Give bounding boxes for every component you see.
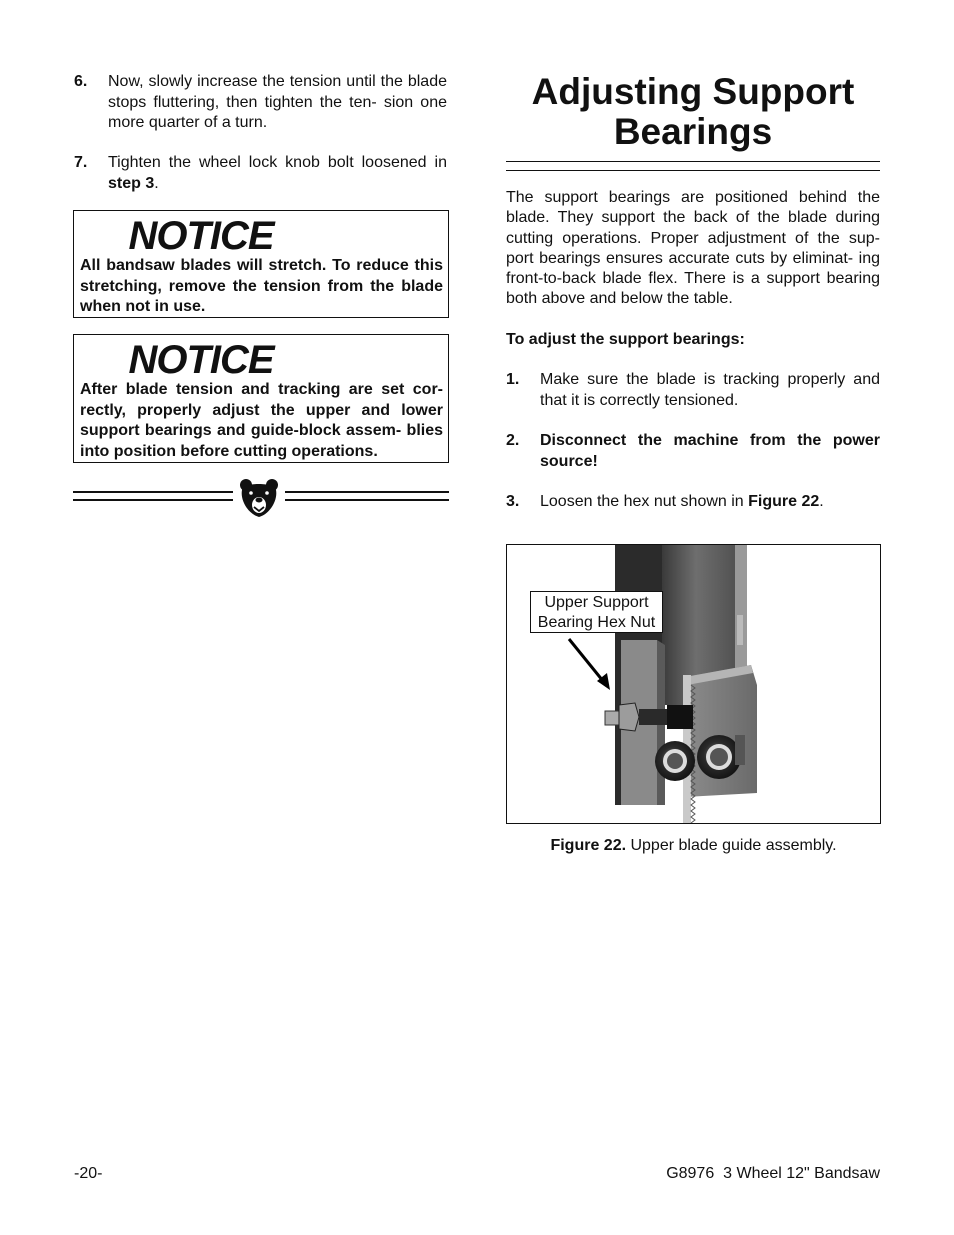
step-number: 2. <box>506 432 520 449</box>
step-number: 6. <box>74 73 88 90</box>
manual-title: G8976 3 Wheel 12" Bandsaw <box>666 1165 880 1182</box>
page-number: -20- <box>74 1165 103 1182</box>
figure-22 <box>506 544 881 824</box>
step-text: Tighten the wheel lock knob bolt loosened in step 3. <box>108 154 447 192</box>
step-reference: step 3 <box>108 174 155 192</box>
notice-box-stretch <box>73 210 449 318</box>
notice-heading: NOTICE <box>128 214 274 258</box>
step-text: Loosen the hex nut shown in Figure 22. <box>540 493 824 510</box>
figure-callout-label: Upper Support Bearing Hex Nut <box>530 591 663 633</box>
figure-caption-text: Upper blade guide assembly. <box>626 837 837 854</box>
procedure-heading: To adjust the support bearings: <box>506 331 745 348</box>
notice-body: All bandsaw blades will stretch. To reduce this stretching, remove the tension from the blade when not in use. <box>80 257 443 315</box>
notice-box-bearings <box>73 334 449 463</box>
step-number: 3. <box>506 493 520 510</box>
step-7 <box>74 153 448 195</box>
blade-guide-photo <box>507 545 880 823</box>
notice-body: After blade tension and tracking are set cor- rectly, properly adjust the upper and lower support bearings and guide-block assem- blies into position before cutting operations. <box>80 381 443 460</box>
bear-logo-icon <box>238 478 280 518</box>
step-text: Now, slowly increase the tension until the blade stops fluttering, then tighten the ten- sion one more quarter of a turn. <box>108 73 447 131</box>
step-2 <box>506 431 880 473</box>
figure-caption-label: Figure 22. <box>550 837 627 854</box>
intro-paragraph: The support bearings are positioned behind the blade. They support the back of the blade during cutting operations. Proper adjustment of the sup- port bearings ensures accurate cuts by eliminat- ing front-to-back blade flex. There is a support bearing both above and below the table. <box>506 189 880 308</box>
step-6 <box>74 72 448 134</box>
section-divider <box>73 478 449 520</box>
notice-heading: NOTICE <box>128 338 274 382</box>
figure-reference: Figure 22 <box>748 493 820 510</box>
title-rule <box>506 161 880 162</box>
step-1 <box>506 370 880 412</box>
title-rule <box>506 170 880 171</box>
step-text: Disconnect the machine from the power source! <box>540 432 880 470</box>
step-number: 7. <box>74 154 88 171</box>
step-3 <box>506 492 880 514</box>
step-number: 1. <box>506 371 520 388</box>
section-title: Adjusting Support Bearings <box>531 71 855 152</box>
step-text: Make sure the blade is tracking properly and that it is correctly tensioned. <box>540 371 880 409</box>
figure-caption <box>506 836 881 856</box>
